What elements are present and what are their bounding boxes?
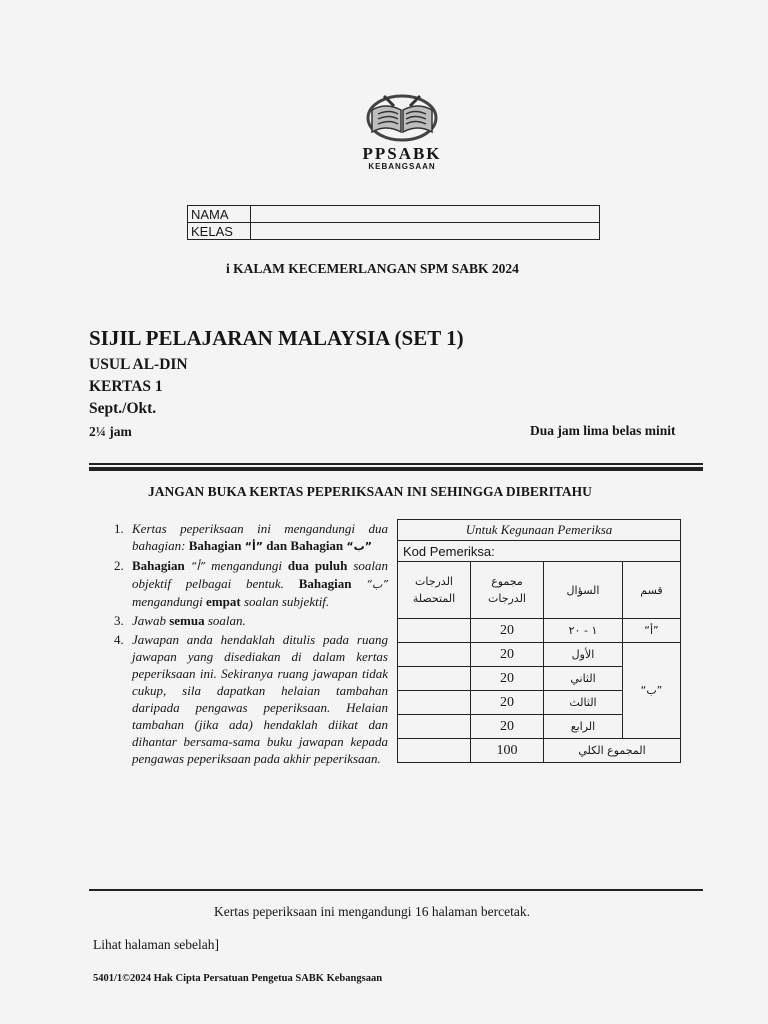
grand-total-row — [398, 739, 681, 763]
divider-bottom — [89, 889, 703, 891]
obtained-cell[interactable] — [398, 691, 471, 715]
question-cell: الثالث — [544, 691, 623, 715]
total-cell: 20 — [471, 643, 544, 667]
instruction-number: 4. — [114, 632, 124, 647]
obtained-cell[interactable] — [398, 715, 471, 739]
grand-total-cell: 100 — [471, 739, 544, 763]
header-question: السؤال — [544, 562, 623, 619]
exam-title: SIJIL PELAJARAN MALAYSIA (SET 1) — [89, 326, 464, 350]
subject-name: USUL AL-DIN — [89, 356, 188, 373]
total-cell: 20 — [471, 691, 544, 715]
warning-notice: JANGAN BUKA KERTAS PEPERIKSAAN INI SEHINGGA DIBERITAHU — [148, 484, 592, 499]
examiner-table — [397, 519, 681, 763]
instruction-number: 1. — [114, 521, 124, 536]
logo-subtitle: KEBANGSAAN — [368, 162, 436, 171]
instruction-1: 1. Kertas peperiksaan ini mengandungi dua bahagian: Bahagian “أ” dan Bahagian “ب” — [114, 521, 388, 553]
ppsabk-logo — [352, 88, 452, 178]
section-b-cell: “ب” — [623, 643, 681, 739]
contest-title: i KALAM KECEMERLANGAN SPM SABK 2024 — [226, 261, 519, 276]
obtained-cell[interactable] — [398, 619, 471, 643]
examiner-code-label: Kod Pemeriksa: — [398, 541, 681, 562]
duration: 2¼ jam — [89, 424, 132, 439]
exam-session: Sept./Okt. — [89, 400, 157, 417]
open-book-icon — [364, 88, 440, 146]
table-row — [398, 643, 681, 667]
table-row — [398, 619, 681, 643]
name-label: NAMA — [188, 206, 251, 223]
instruction-3: 3. Jawab semua soalan. — [114, 613, 246, 628]
total-cell: 20 — [471, 619, 544, 643]
instructions-list — [108, 520, 388, 769]
divider-thick — [89, 467, 703, 471]
copyright-notice: 5401/1©2024 Hak Cipta Persatuan Pengetua SABK Kebangsaan — [93, 973, 383, 984]
question-cell: الأول — [544, 643, 623, 667]
instruction-number: 2. — [114, 558, 124, 573]
instruction-4: 4. Jawapan anda hendaklah ditulis pada ruang jawapan yang disediakan di dalam kertas peperiksaan ini. Sekiranya ruang jawapan tidak cukup, sila dapatkan helaian tambahan daripada pengawas peperiksaan. Helaian tambahan (jika ada) hendaklah diikat dan dihantar bersama-sama buku jawapan kepada pengawas peperiksaan pada akhir peperiksaan. — [114, 632, 388, 766]
next-page-note: Lihat halaman sebelah] — [93, 937, 219, 952]
question-cell: ١ - ٢٠ — [544, 619, 623, 643]
page-count-note: Kertas peperiksaan ini mengandungi 16 halaman bercetak. — [214, 904, 531, 919]
paper-number: KERTAS 1 — [89, 378, 163, 395]
question-cell: الرابع — [544, 715, 623, 739]
candidate-info-box — [187, 205, 600, 240]
class-field[interactable] — [251, 223, 600, 240]
examiner-table-title: Untuk Kegunaan Pemeriksa — [398, 520, 681, 541]
grand-obtained-cell[interactable] — [398, 739, 471, 763]
total-cell: 20 — [471, 715, 544, 739]
question-cell: الثاني — [544, 667, 623, 691]
header-obtained: الدرجات المتحصلة — [398, 562, 471, 619]
header-total: مجموع الدرجات — [471, 562, 544, 619]
section-a-cell: “أ” — [623, 619, 681, 643]
divider-thin — [89, 463, 703, 465]
logo-name: PPSABK — [362, 144, 442, 163]
obtained-cell[interactable] — [398, 667, 471, 691]
instruction-2: 2. Bahagian “أ” mengandungi dua puluh soalan objektif pelbagai bentuk. Bahagian “ب” mengandungi empat soalan subjektif. — [114, 558, 389, 609]
name-field[interactable] — [251, 206, 600, 223]
class-label: KELAS — [188, 223, 251, 240]
duration-text: Dua jam lima belas minit — [530, 423, 676, 438]
header-section: قسم — [623, 562, 681, 619]
obtained-cell[interactable] — [398, 643, 471, 667]
instruction-number: 3. — [114, 613, 124, 628]
grand-total-label: المجموع الكلي — [544, 739, 681, 763]
total-cell: 20 — [471, 667, 544, 691]
